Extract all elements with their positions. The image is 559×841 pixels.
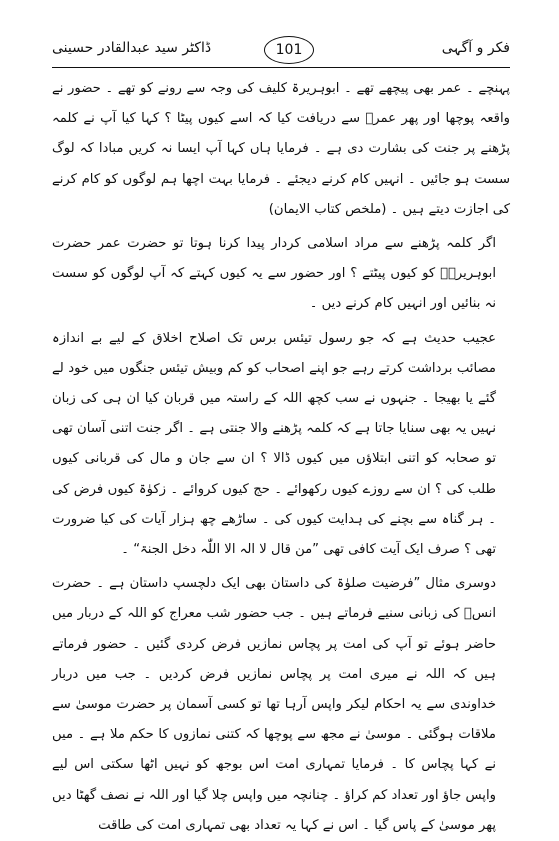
running-header-book-title: فکر و آگہی: [441, 40, 510, 56]
paragraph-3: عجیب حدیث ہے کہ جو رسول تیئس برس تک اصلاح اخلاق کے لیے بے اندازہ مصائب برداشت کرتے رہے جو اپنے اصحاب کو کم وبیش تیئس جنگوں میں خود لے گئے یا بھیجا ۔ جنہوں نے سب کچھ اللہ کے راستہ میں قربان کیا ان ہی کی زبان نہیں یہ بھی سنایا جاتا ہے کہ کلمہ پڑھنے والا جنتی ہے ۔ اگر جنت اتنی آسان تھی تو صحابہ کو اتنی ابتلاؤں میں کیوں ڈالا ؟ ان سے جان و مال کی قربانی کیوں طلب کی ؟ ان سے روزے کیوں رکھوائے ۔ حج کیوں کروائے ۔ زکوٰۃ کیوں فرض کی ۔ ہر گناہ سے بچنے کی ہدایت کیوں کی ۔ ساڑھے چھ ہزار آیات کی کیا ضرورت تھی ؟ صرف ایک آیت کافی تھی ”من قال لا الہ الا اللّٰہ دخل الجنۃ“ ۔: [52, 330, 496, 558]
page-body: [52, 74, 510, 841]
paragraph-4: دوسری مثال ”فرضیت صلوٰۃ کی داستان بھی ایک دلچسپ داستان ہے ۔ حضرت انسؓ کی زبانی سنیے فرماتے ہیں ۔ جب حضور شب معراج کو اللہ کے دربار میں حاضر ہوئے تو آپ کی امت پر پچاس نمازیں فرض کردی گئیں ۔ حضور فرماتے ہیں کہ اللہ نے میری امت پر پچاس نمازیں فرض کردیں ۔ جب میں دربار خداوندی سے یہ احکام لیکر واپس آرہا تھا تو کسی آسمان پر حضرت موسیٰ سے ملاقات ہوگئی ۔ موسیٰ نے مجھ سے پوچھا کہ کتنی نمازوں کا حکم ملا ہے ۔ میں نے کہا پچاس کا ۔ فرمایا تمہاری امت اس بوجھ کو نہیں اٹھا سکتی اس لیے واپس جاؤ اور تعداد کم کراؤ ۔ چنانچہ میں واپس چلا گیا اور اللہ نے نصف گھٹا دیں پھر موسیٰ کے پاس گیا ۔ اس نے کہا یہ تعداد بھی تمہاری امت کی طاقت: [52, 576, 496, 833]
header-divider: [52, 67, 510, 68]
page-number: 101: [264, 36, 314, 64]
running-header-author: ڈاکٹر سید عبدالقادر حسینی: [52, 40, 212, 56]
page-header: [52, 36, 510, 66]
paragraph-1: پہنچے ۔ عمر بھی پیچھے تھے ۔ ابوہریرۃ کلیف کی وجہ سے رونے کو تھے ۔ حضور نے واقعہ پوچھا اور پھر عمرؓ سے دریافت کیا کہ اسے کیوں پیٹا ؟ کہا کیا آپ نے کلمہ پڑھنے پر جنت کی بشارت دی ہے ۔ فرمایا ہاں کہا آپ ایسا نہ کریں مبادا کہ لوگ سست ہو جائیں ۔ انہیں کام کرنے دیجئے ۔ فرمایا بہت اچھا ہم لوگوں کو کام کرنے کی اجازت دیتے ہیں ۔ (ملخص کتاب الایمان): [52, 81, 510, 217]
paragraph-2: اگر کلمہ پڑھنے سے مراد اسلامی کردار پیدا کرنا ہوتا تو حضرت عمر حضرت ابوہریرہؓ کو کیوں پیٹتے ؟ اور حضور سے یہ کیوں کہتے کہ آپ لوگوں کو سست نہ بنائیں اور انہیں کام کرنے دیں ۔: [52, 236, 496, 312]
